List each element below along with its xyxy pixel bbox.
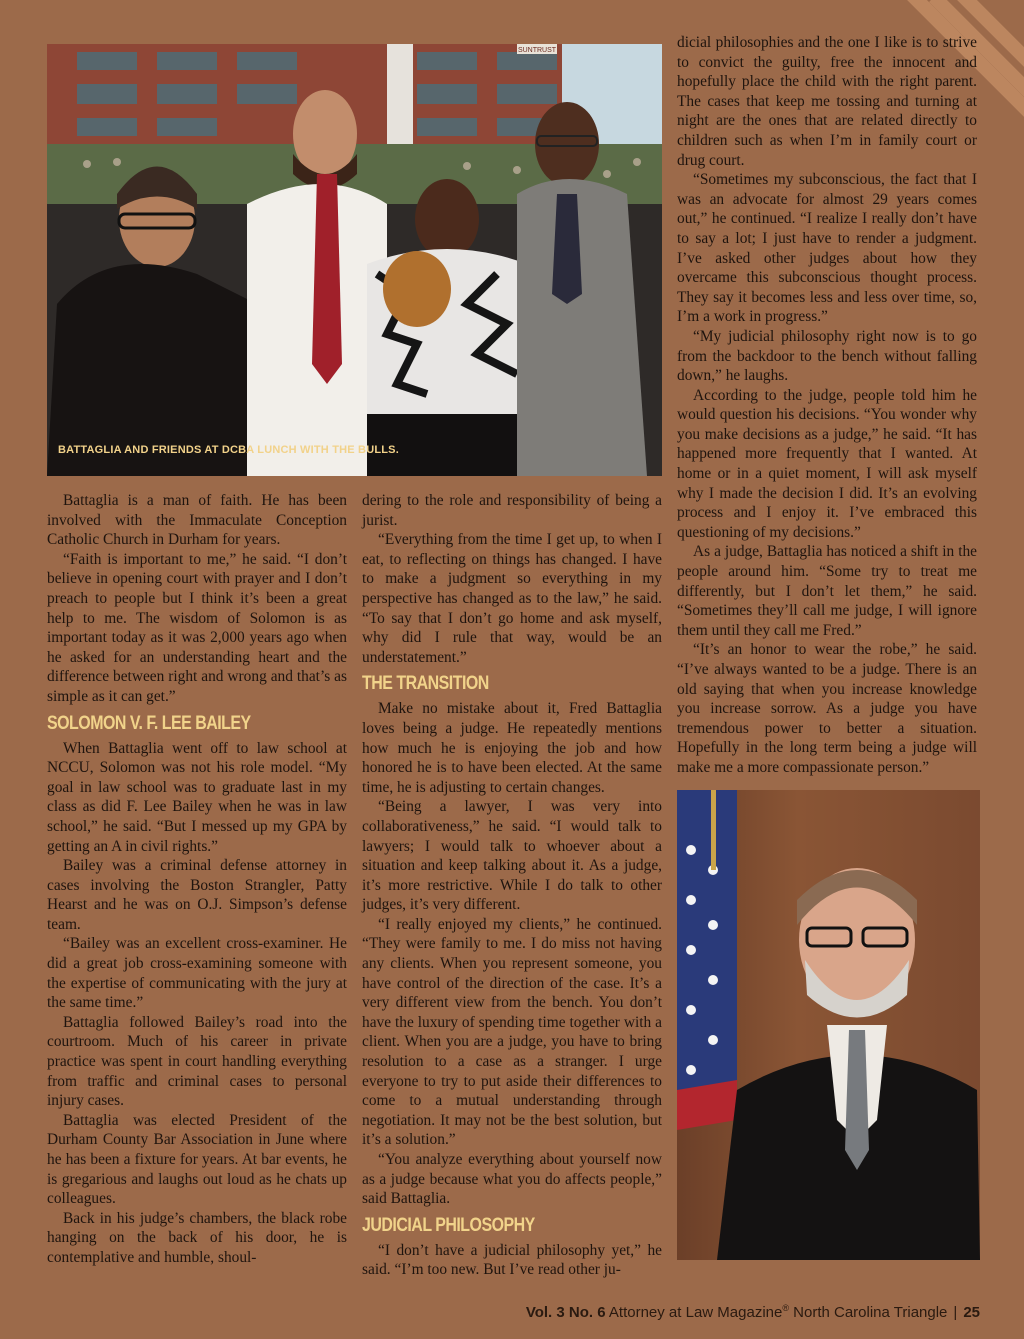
group-photo-illustration — [47, 44, 662, 476]
footer-volume: Vol. 3 No. 6 — [525, 1304, 606, 1321]
photo-caption: BATTAGLIA AND FRIENDS AT DCBA LUNCH WITH THE BULLS. — [58, 444, 399, 456]
paragraph: “Being a lawyer, I was very into collaborativeness,” he said. “I would talk to lawyers; I would talk to whoever about a situation and keep talking about it. As a judge, it’s more restrictive. While I do talk to other judges, it’s very different. — [362, 798, 662, 914]
paragraph: “You analyze everything about yourself now as a judge because what you do affects people,” said Battaglia. — [362, 1151, 662, 1208]
paragraph: Battaglia followed Bailey’s road into the courtroom. Much of his career in private practice was spent in court handling everything from traffic and criminal cases to personal injury cases. — [47, 1013, 347, 1110]
page-number: 25 — [963, 1304, 980, 1321]
judge-portrait-photo — [677, 790, 980, 1260]
paragraph: As a judge, Battaglia has noticed a shift in the people around him. “Some try to treat me differently, but I don’t let them,” he said. “Sometimes they’ll call me judge, I will ignore them until they call me Fred.” — [677, 543, 977, 639]
group-photo — [47, 44, 662, 476]
page-footer — [526, 1303, 980, 1321]
section-heading-transition: THE TRANSITION — [362, 673, 489, 695]
paragraph: Battaglia was elected President of the Durham County Bar Association in June where he has been a fixture for years. At bar events, he is gregarious and laughs out loud as he chats up colleagues. — [47, 1111, 347, 1208]
stadium-sign: SUNTRUST — [517, 47, 557, 54]
column-3 — [677, 33, 977, 778]
paragraph: “I don’t have a judicial philosophy yet,” he said. “I’m too new. But I’ve read other ju- — [362, 1241, 662, 1279]
paragraph: dicial philosophies and the one I like is to strive to convict the guilty, free the innocent and hopefully place the child with the right parent. The cases that keep me tossing and turning at night are the ones that are related directly to children such as when I’m in family court or drug court. — [677, 34, 977, 169]
paragraph: Bailey was a criminal defense attorney in cases involving the Boston Strangler, Patty Hearst and he was on O.J. Simpson’s defense team. — [47, 857, 347, 933]
paragraph: Make no mistake about it, Fred Battaglia loves being a judge. He repeatedly mentions how much he is enjoying the job and how honored he is to have been elected. At the same time, he is adjusting to certain changes. — [362, 700, 662, 796]
judge-portrait-illustration — [677, 790, 980, 1260]
paragraph: “Bailey was an excellent cross-examiner. He did a great job cross-examining someone with the expertise of communicating with the jury at the same time.” — [47, 935, 347, 1012]
paragraph: dering to the role and responsibility of being a jurist. — [362, 492, 662, 529]
paragraph: “Everything from the time I get up, to when I eat, to reflecting on things has changed. I have to make a judgment so everything in my perspective has changed as to the law,” he said. “To say that I don’t go home and ask myself, why did I rule that way, would be an understatement.” — [362, 531, 662, 666]
paragraph: “Sometimes my subconscious, the fact that I was an advocate for almost 29 years comes out,” he continued. “I realize I really don’t have to say a lot; I just have to render a judgment. I’ve asked other judges about how they overcame this subconscious thought process. They say it becomes less and less over time, so, I’m a work in progress.” — [677, 171, 977, 326]
section-heading-solomon: SOLOMON V. F. LEE BAILEY — [47, 712, 251, 734]
paragraph: Battaglia is a man of faith. He has been involved with the Immaculate Conception Catholic Church in Durham for years. — [47, 492, 347, 549]
footer-region: North Carolina Triangle — [793, 1304, 948, 1321]
section-heading-judicial-philosophy: JUDICIAL PHILOSOPHY — [362, 1214, 535, 1236]
footer-magazine: Attorney at Law Magazine — [608, 1304, 783, 1321]
paragraph: “I really enjoyed my clients,” he continued. “They were family to me. I do miss not having any clients. When you represent someone, you have control of the direction of the case. It’s a very different view from the bench. You don’t have the luxury of spending time together with a client. When you are a judge, you have to bring resolution to a case as a stranger. I urge everyone to try to put aside their differences to come to a mutual understanding through negotiation. It may not be the best solution, but it’s a solution.” — [362, 915, 662, 1149]
paragraph: “Faith is important to me,” he said. “I don’t believe in opening court with prayer and I don’t preach to people but I think it’s been a great help to me. The wisdom of Solomon is as important today as it was 2,000 years ago when he asked for an understanding heart and the difference between right and wrong and that’s as simple as it can get.” — [47, 550, 347, 705]
paragraph: According to the judge, people told him he would question his decisions. “You wonder why you make decisions as a judge,” he said. “It has happened more frequently that I wanted. At home or in a quiet moment, I will ask myself why I made the decision I did. It’s an evolving process and I enjoy it. I’ve embraced this questioning of my decisions.” — [677, 386, 977, 541]
registered-mark: ® — [782, 1303, 789, 1313]
paragraph: When Battaglia went off to law school at NCCU, Solomon was not his role model. “My goal in law school was to graduate last in my class as did F. Lee Bailey when he was in law school,” he said. “But I messed up my GPA by getting an A in civil rights.” — [47, 739, 347, 855]
paragraph: Back in his judge’s chambers, the black robe hanging on the back of his door, he is contemplative and humble, shoul- — [47, 1209, 347, 1266]
footer-separator: | — [953, 1304, 958, 1321]
column-1 — [47, 491, 347, 1268]
paragraph: “My judicial philosophy right now is to go from the backdoor to the bench without falling down,” he laughs. — [677, 327, 977, 385]
paragraph: “It’s an honor to wear the robe,” he said. “I’ve always wanted to be a judge. There is an old saying that when you increase knowledge you increase sorrow. As a judge you have tremendous power to better a situation. Hopefully in the long term being a judge will make me a more compassionate person.” — [677, 641, 977, 776]
column-2 — [362, 491, 662, 1280]
